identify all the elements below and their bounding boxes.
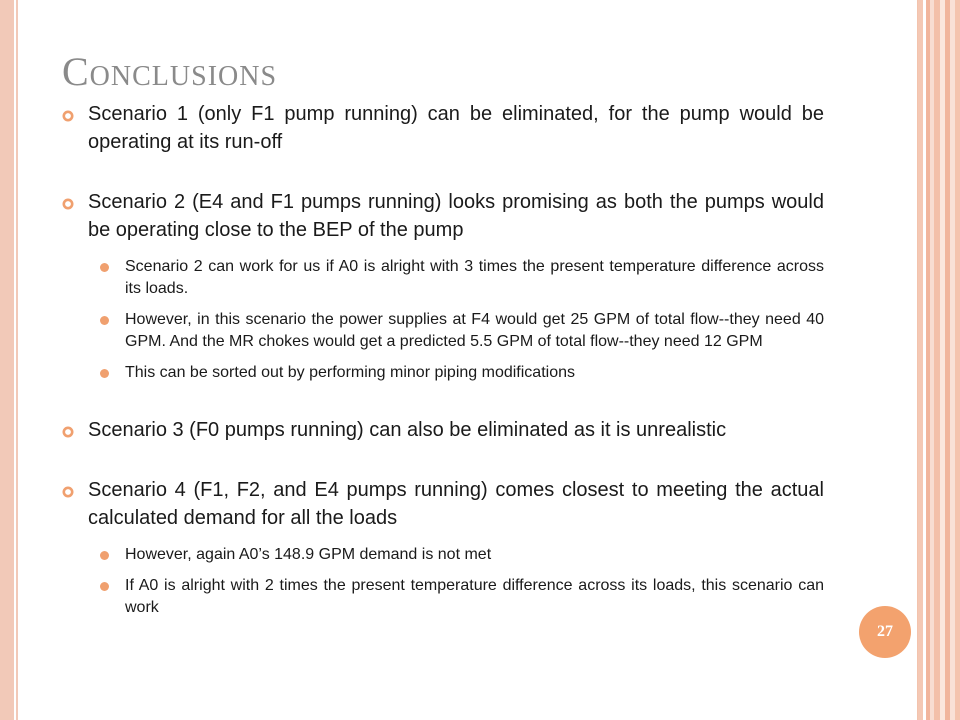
sub-bullet-item bbox=[62, 362, 824, 384]
page-number-badge: 27 bbox=[859, 606, 911, 658]
sub-bullet-text: However, again A0’s 148.9 GPM demand is not met bbox=[125, 546, 492, 563]
sub-bullet-item bbox=[62, 575, 824, 619]
sub-bullet-item bbox=[62, 256, 824, 300]
bullet-item bbox=[62, 416, 824, 444]
bullet-text: Scenario 2 (E4 and F1 pumps running) looks promising as both the pumps would be operating close to the BEP of the pump bbox=[88, 191, 824, 241]
slide-title: Conclusions bbox=[62, 49, 278, 94]
sub-bullet-text: This can be sorted out by performing minor piping modifications bbox=[125, 364, 575, 381]
bullet-item bbox=[62, 188, 824, 244]
right-decorative-band bbox=[918, 0, 960, 720]
sub-bullet-text: If A0 is alright with 2 times the present temperature difference across its loads, this scenario can work bbox=[125, 577, 824, 616]
bullet-item bbox=[62, 100, 824, 156]
bullet-item bbox=[62, 476, 824, 532]
sub-bullet-text: However, in this scenario the power supplies at F4 would get 25 GPM of total flow--they need 40 GPM. And the MR chokes would get a predicted 5.5 GPM of total flow--they need 12 GPM bbox=[125, 311, 824, 350]
dot-bullet-icon bbox=[100, 316, 109, 325]
left-border-stripe bbox=[0, 0, 14, 720]
left-border-line bbox=[16, 0, 18, 720]
sub-bullet-item bbox=[62, 544, 824, 566]
ring-bullet-icon bbox=[62, 426, 74, 438]
dot-bullet-icon bbox=[100, 263, 109, 272]
bullet-text: Scenario 4 (F1, F2, and E4 pumps running) comes closest to meeting the actual calculated demand for all the loads bbox=[88, 479, 824, 529]
dot-bullet-icon bbox=[100, 582, 109, 591]
ring-bullet-icon bbox=[62, 486, 74, 498]
dot-bullet-icon bbox=[100, 369, 109, 378]
sub-bullet-item bbox=[62, 309, 824, 353]
bullet-text: Scenario 1 (only F1 pump running) can be eliminated, for the pump would be operating at its run-off bbox=[88, 103, 824, 153]
ring-bullet-icon bbox=[62, 198, 74, 210]
dot-bullet-icon bbox=[100, 551, 109, 560]
bullet-list bbox=[62, 100, 824, 628]
bullet-text: Scenario 3 (F0 pumps running) can also be eliminated as it is unrealistic bbox=[88, 419, 727, 441]
ring-bullet-icon bbox=[62, 110, 74, 122]
sub-bullet-text: Scenario 2 can work for us if A0 is alright with 3 times the present temperature difference across its loads. bbox=[125, 258, 824, 297]
